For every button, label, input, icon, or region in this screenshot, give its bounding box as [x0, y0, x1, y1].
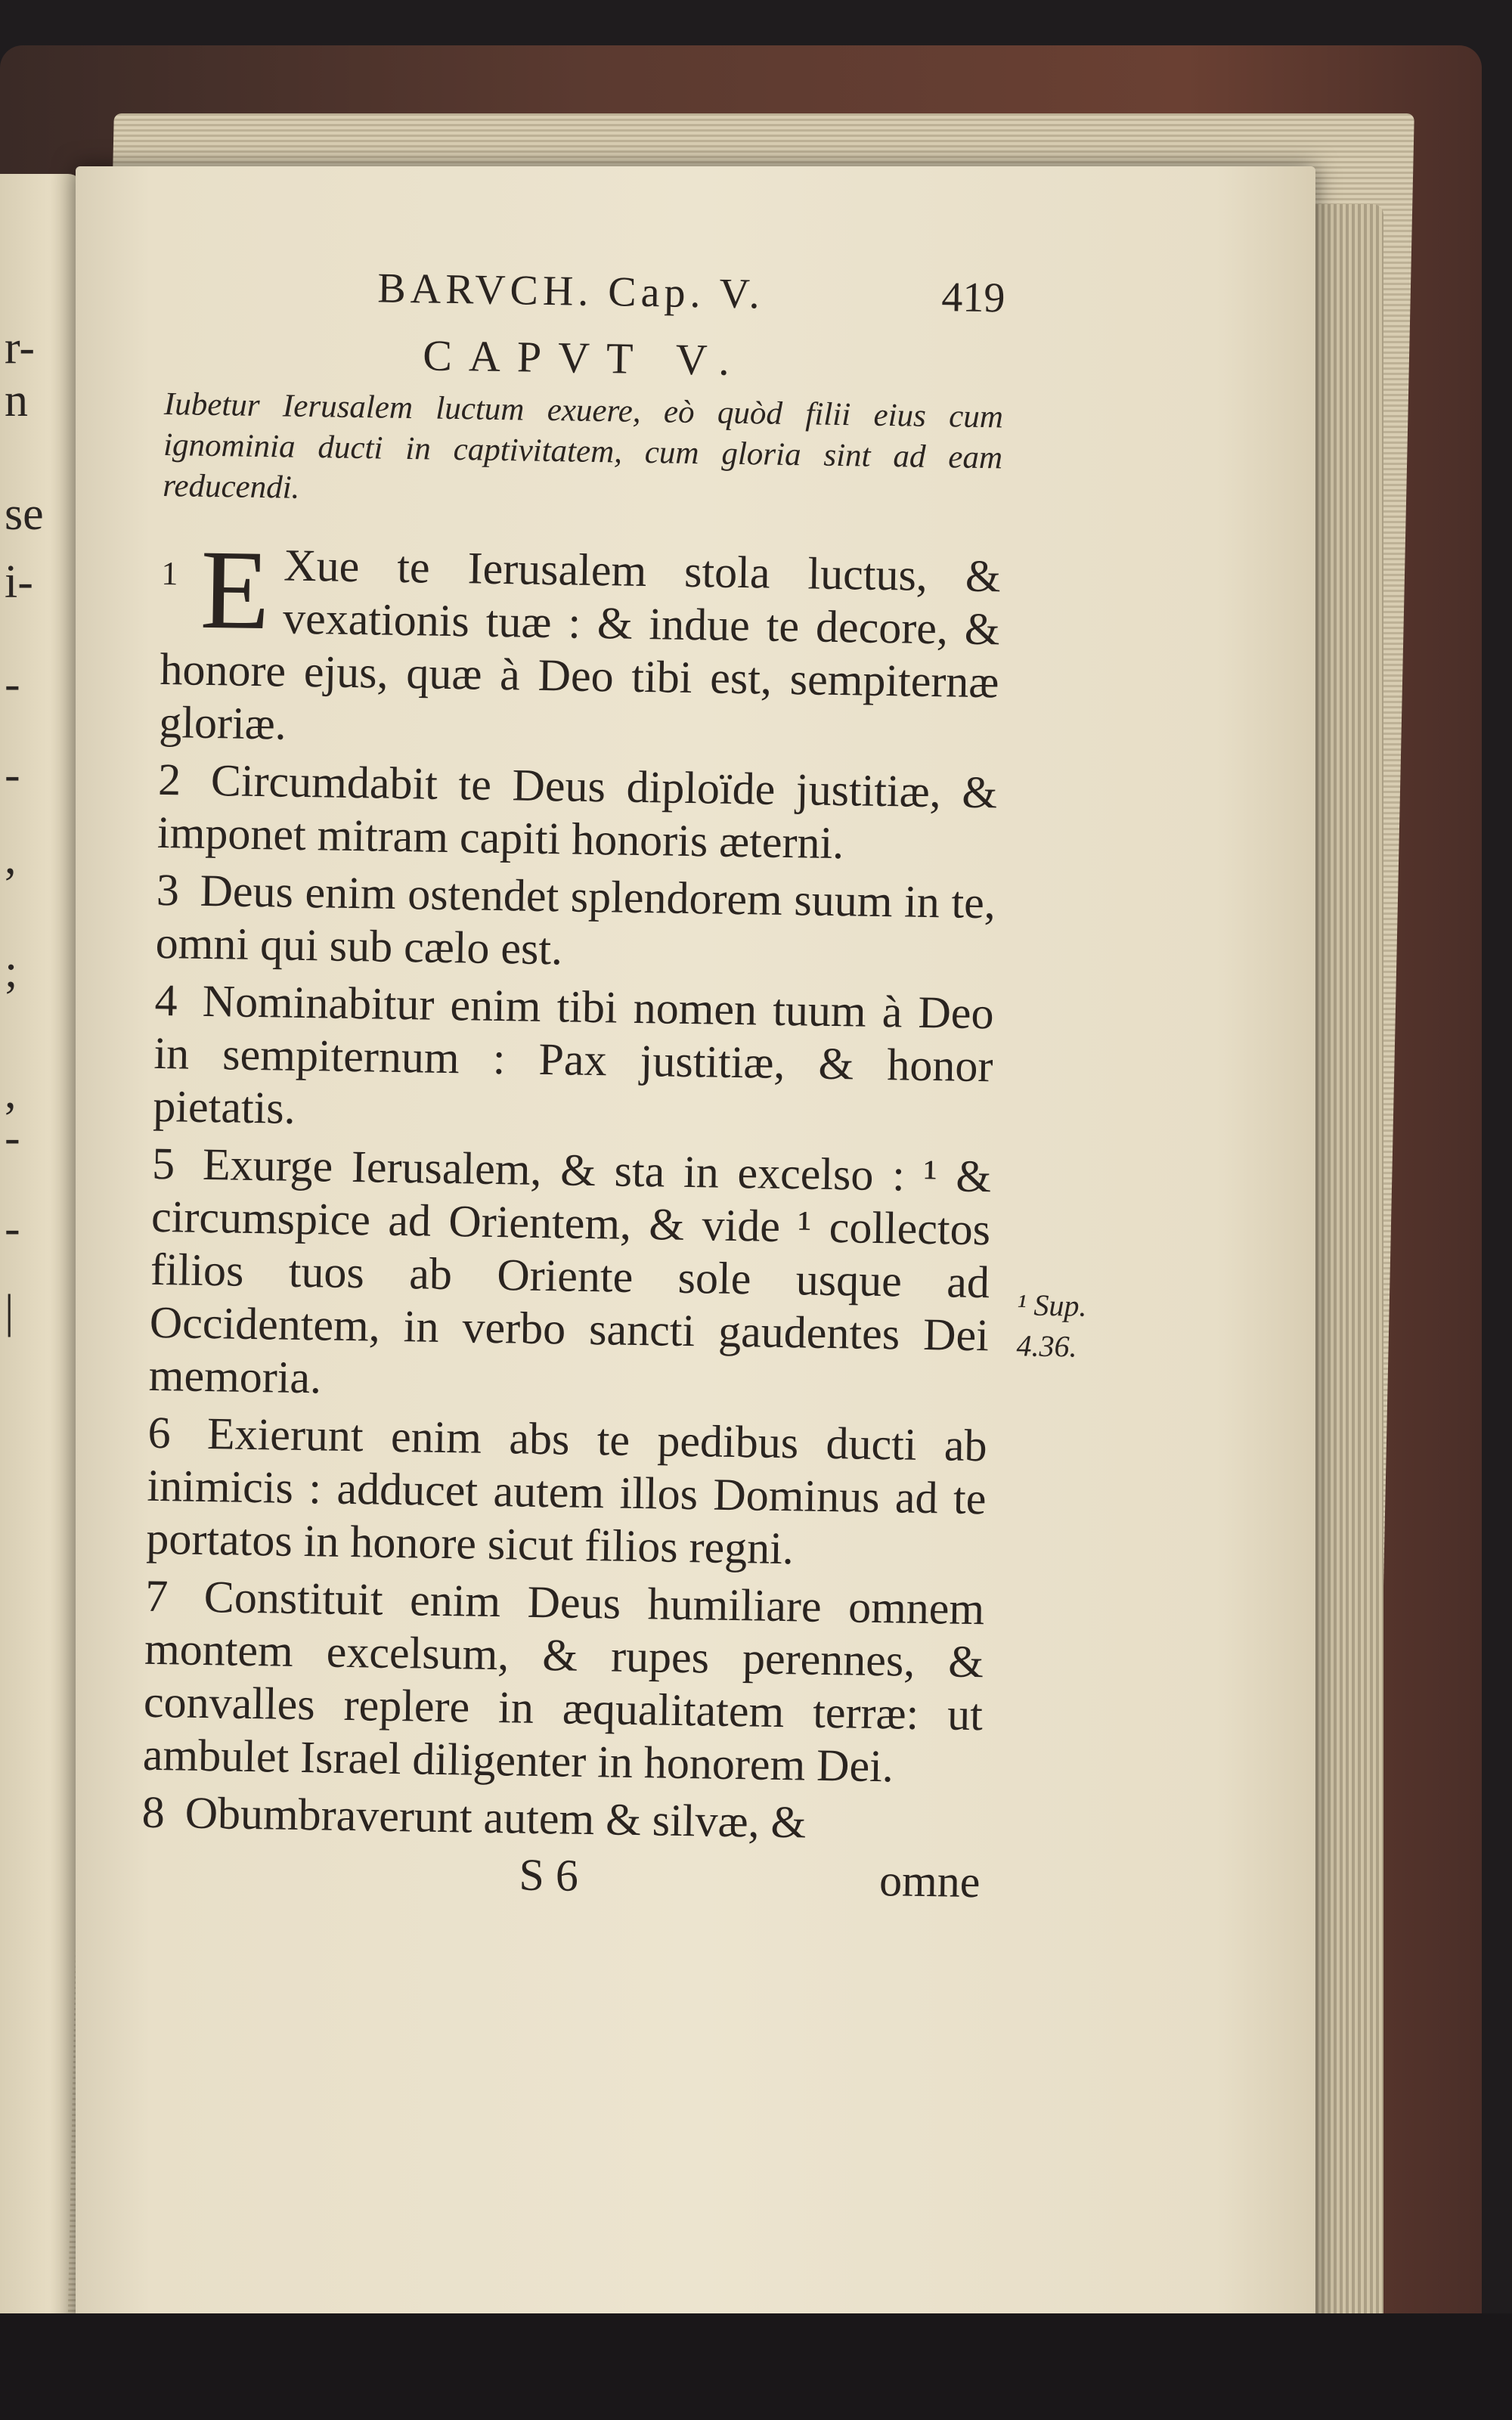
verse-text: Deus enim ostendet splendorem suum in te, omni qui sub cælo est. [155, 865, 996, 975]
previous-page-fragment: - [5, 658, 20, 710]
previous-page-fragment: , [5, 1067, 17, 1118]
verse-4 [153, 974, 994, 1145]
previous-page-fragment: | [5, 1286, 14, 1337]
verse-number: 3 [156, 864, 180, 916]
verse-2 [157, 753, 998, 872]
verse-8 [141, 1786, 981, 1851]
margin-note [1016, 1284, 1087, 1367]
verse-3 [155, 863, 996, 982]
verse-text: Circumdabit te Deus diploïde justitiæ, & imponet mitram capiti honoris æterni. [156, 755, 998, 869]
verse-number: 1 [161, 554, 178, 593]
verse-text: Exierunt enim abs te pedibus ducti ab inimicis : adducet autem illos Dominus ad te portatos in honore sicut filios regni. [145, 1408, 988, 1574]
previous-page-edge [0, 174, 83, 2313]
previous-page-fragment: , [5, 832, 17, 884]
verse-text: Exurge Ierusalem, & sta in excelso : ¹ & circumspice ad Orientem, & vide ¹ collectos filios tuos ab Oriente sole usque ad Occidentem, in verbo sancti gaudentes Dei memoria. [148, 1139, 992, 1403]
signature-mark: S 6 [519, 1849, 579, 1901]
page-text [141, 261, 1005, 1916]
verse-text: Constituit enim Deus humiliare omnem montem excelsum, & rupes perennes, & convalles replere in æqualitatem terræ: ut ambulet Israel diligenter in honorem Dei. [142, 1572, 985, 1792]
previous-page-fragment: n [5, 375, 28, 426]
previous-page-fragment: i- [5, 556, 33, 608]
margin-note-line: ¹ Sup. [1017, 1287, 1087, 1323]
previous-page-fragment: r- [5, 322, 36, 373]
verse-6 [146, 1406, 987, 1578]
verse-number: 5 [151, 1138, 175, 1189]
previous-page-fragment: ; [5, 946, 18, 997]
chapter-title: CAPVT V. [422, 330, 747, 386]
previous-page-fragment: - [5, 1203, 20, 1254]
running-head-title: BARVCH. Cap. V. [376, 265, 765, 318]
verse-7 [142, 1569, 984, 1794]
running-head [166, 261, 1005, 334]
page-number: 419 [940, 274, 1005, 322]
chapter-summary: Iubetur Ierusalem luctum exuere, eò quòd filii eius cum ignominia ducti in captivitatem, cum gloria sint ad eam reducendi. [162, 386, 1004, 506]
verse-text: Xue te Ierusalem stola luctus, & vexationis tuæ : & indue te decore, & honore ejus, quæ à Deo tibi est, sempiternæ gloriæ. [158, 540, 1002, 749]
previous-page-fragment: - [5, 1112, 20, 1164]
verse-number: 7 [144, 1570, 169, 1622]
background-shadow [0, 2313, 1512, 2420]
verse-1 [158, 526, 1002, 761]
drop-capital: E [199, 526, 271, 654]
margin-note-line: 4.36. [1016, 1328, 1077, 1364]
verse-5 [148, 1137, 991, 1415]
verse-number: 2 [157, 754, 181, 805]
verse-number: 4 [154, 975, 178, 1026]
catchword: omne [878, 1855, 981, 1907]
verse-number: 8 [141, 1786, 166, 1838]
previous-page-fragment: - [5, 749, 20, 801]
verse-number: 6 [147, 1407, 172, 1458]
previous-page-fragment: se [5, 488, 44, 540]
verse-text: Nominabitur enim tibi nomen tuum à Deo in sempiternum : Pax justitiæ, & honor pietatis. [152, 975, 995, 1133]
verse-text: Obumbraverunt autem & silvæ, & [184, 1787, 807, 1848]
